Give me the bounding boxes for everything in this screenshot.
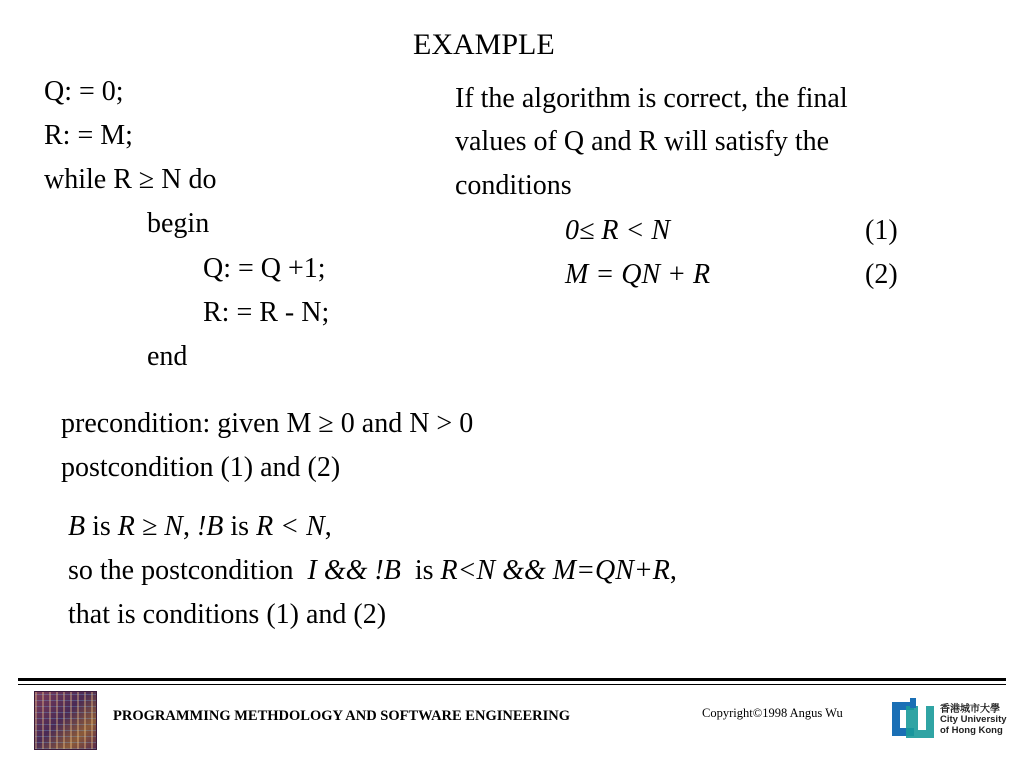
postcondition-result: R<N && M=QN+R (440, 555, 670, 586)
code-line-1: Q: = 0; (44, 76, 124, 107)
code-line-6: R: = R - N; (203, 297, 330, 328)
end-comma-2: , (669, 555, 677, 586)
footer-divider-thin (18, 684, 1006, 685)
university-name-en-1: City University (940, 714, 1007, 725)
code-line-5: Q: = Q +1; (203, 253, 326, 284)
postcondition-text: postcondition (1) and (2) (61, 452, 341, 483)
analysis-line-2 (68, 549, 677, 593)
condition-2-label: (2) (865, 259, 898, 290)
condition-1-label: (1) (865, 215, 898, 246)
explanation-line-1: If the algorithm is correct, the final (455, 83, 848, 114)
is-word: is (85, 511, 118, 542)
is-word-2: is (223, 511, 257, 542)
chip-image (34, 691, 97, 750)
university-name-en-2: of Hong Kong (940, 725, 1003, 736)
comma: , (182, 511, 197, 542)
end-comma: , (324, 511, 332, 542)
course-title: PROGRAMMING METHDOLOGY AND SOFTWARE ENGINEERING (113, 708, 571, 724)
analysis-line-1 (68, 505, 332, 549)
precondition-text: precondition: given M ≥ 0 and N > 0 (61, 408, 474, 439)
code-line-2: R: = M; (44, 120, 133, 151)
analysis-line-3: that is conditions (1) and (2) (68, 599, 387, 630)
condition-1-expr: 0≤ R < N (565, 215, 671, 246)
code-line-4: begin (147, 208, 210, 239)
r-lt-n: R < N (256, 511, 325, 542)
slide-title: EXAMPLE (413, 28, 555, 61)
copyright-text: Copyright©1998 Angus Wu (702, 706, 843, 720)
explanation-line-2: values of Q and R will satisfy the (455, 126, 830, 157)
not-b: !B (196, 511, 224, 542)
code-line-3: while R ≥ N do (44, 164, 217, 195)
code-line-7: end (147, 341, 188, 372)
footer-divider-thick (18, 678, 1006, 681)
university-name-chinese: 香港城市大學 (940, 704, 1000, 715)
condition-2-expr: M = QN + R (565, 259, 711, 290)
cityu-logo-icon (888, 694, 936, 742)
is-word-3: is (400, 555, 441, 586)
b-symbol: B (68, 511, 86, 542)
r-ge-n: R ≥ N (117, 511, 183, 542)
university-logo (888, 694, 1008, 742)
postcondition-prefix: so the postcondition (68, 555, 308, 586)
i-and-not-b: I && !B (307, 555, 401, 586)
explanation-line-3: conditions (455, 170, 572, 201)
